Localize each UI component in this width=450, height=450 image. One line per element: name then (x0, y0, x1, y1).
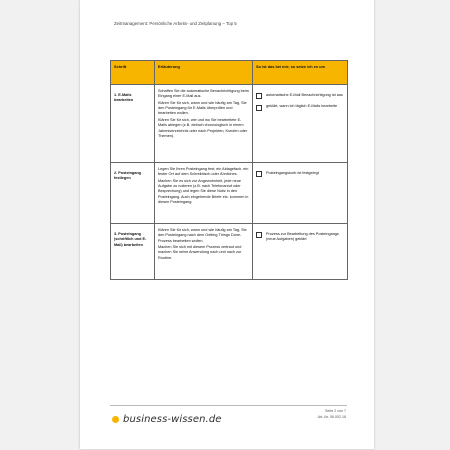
steps-table (110, 60, 348, 280)
check-label: Prozess zur Bearbeitung des Posteingangs (neue Aufgaben) geklärt (266, 232, 339, 242)
explanation-cell (155, 224, 253, 280)
step-cell (111, 85, 155, 163)
step-cell (111, 163, 155, 224)
footer-divider (110, 405, 347, 406)
step-label: 2. Posteingang festlegen (114, 171, 142, 181)
brand-logo (112, 414, 222, 425)
checkbox-icon[interactable] (256, 232, 262, 238)
checkbox-icon[interactable] (256, 105, 262, 111)
check-item (256, 93, 344, 99)
explanation-paragraph: Machen Sie es sich zur Angewohnheit, jede neue Aufgabe zu notieren (z.B. nach Telefonanruf oder Besprechung) und legen Sie diese Notiz in den Posteingang. Auch eingehende Briefe etc. kommen in diesen Posteingang. (158, 178, 249, 205)
check-label: geklärt, wann ich täglich E-Mails bearbeite (266, 104, 338, 109)
checkbox-icon[interactable] (256, 93, 262, 99)
table-row (111, 224, 348, 280)
check-item (256, 171, 344, 177)
explanation-paragraph: Klären Sie für sich, wann und wie häufig am Tag, Sie den Posteingang für E-Mails überprüfen und bearbeiten wollen. (158, 100, 247, 116)
explanation-paragraph: Machen Sie sich mit diesem Prozess vertraut und machen Sie seine Anwendung nach und nach zur Routine. (158, 245, 242, 260)
footer-meta (318, 409, 346, 421)
table-row (111, 85, 348, 163)
column-header-explanation: Erläuterung (155, 61, 253, 85)
column-header-implementation: So ist das bei mir; so setze ich es um (253, 61, 348, 85)
step-label: 3. Posteingang (schriftlich und E-Mail) bearbeiten (114, 232, 147, 247)
article-number: Art.-Nr. 06.002.18 (317, 414, 346, 419)
table-header-row (111, 61, 348, 85)
brand-name: business-wissen.de (123, 414, 222, 425)
implementation-cell (253, 85, 348, 163)
check-item (256, 232, 344, 243)
check-label: automatische E-Mail Benachrichtigung ist aus (266, 93, 343, 97)
implementation-cell (253, 163, 348, 224)
implementation-cell (253, 224, 348, 280)
page-header-title: Zeitmanagement: Persönliche Arbeits- und Zeitplanung – Top 5 (114, 21, 237, 26)
page-number: Seite 2 von 7 (325, 409, 346, 413)
explanation-paragraph: Klären Sie für sich, wann und wie häufig am Tag, Sie den Posteingang nach dem Getting Things Done-Prozess bearbeiten wollen. (158, 228, 247, 243)
check-item (256, 104, 344, 110)
explanation-cell (155, 85, 253, 163)
column-header-step: Schritt (111, 61, 155, 85)
explanation-paragraph: Legen Sie Ihren Posteingang fest; ein Ablagefach, ein fester Ort auf dem Schreibtisch oder Ähnliches. (158, 167, 249, 177)
explanation-paragraph: Klären Sie für sich, wie und wo Sie bearbeitete E-Mails ablegen (z.B. einfach chronologisch in einem Jahresverzeichnis oder nach Projekten, Kunden oder Themen). (158, 117, 248, 138)
step-label: 1. E-Mails bearbeiten (114, 93, 134, 103)
table-row (111, 163, 348, 224)
explanation-cell (155, 163, 253, 224)
check-label: Posteingangskorb ist festgelegt (266, 171, 319, 175)
explanation-paragraph: Schaffen Sie die automatische Benachrichtigung beim Eingang einer E-Mail aus. (158, 89, 249, 99)
document-page (80, 0, 374, 449)
step-cell (111, 224, 155, 280)
brand-dot-icon (112, 416, 119, 423)
checkbox-icon[interactable] (256, 171, 262, 177)
